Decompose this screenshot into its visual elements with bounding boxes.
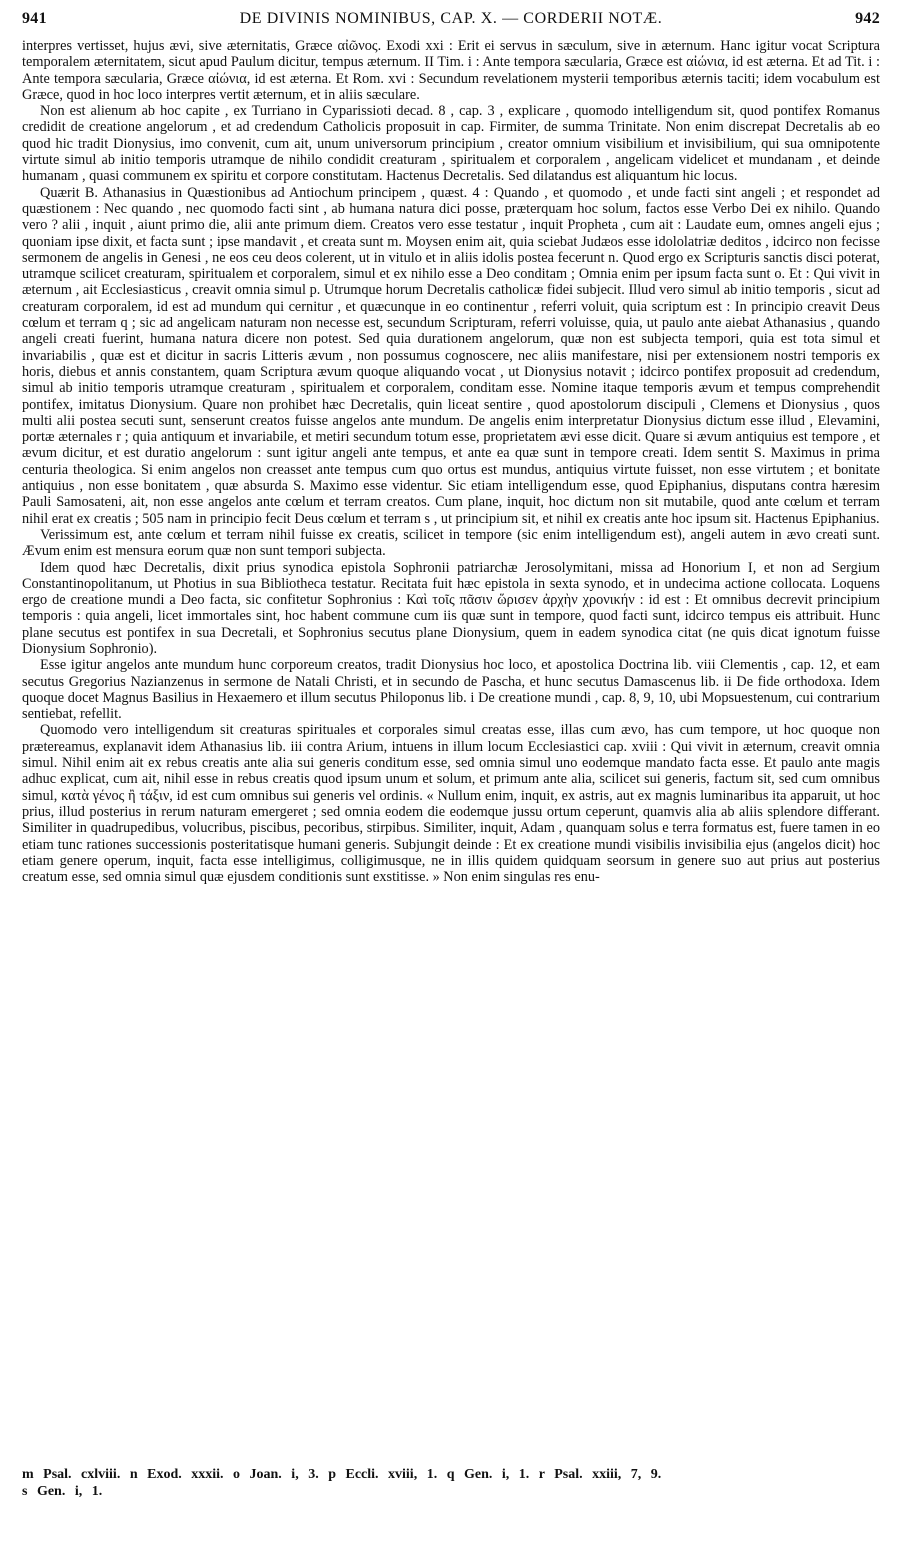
footnote-line: m Psal. cxlviii. n Exod. xxxii. o Joan. i, 3. p Eccli. xviii, 1. q Gen. i, 1. r Psal. xxiii, 7, 9.	[22, 1467, 662, 1482]
paragraph: Idem quod hæc Decretalis, dixit prius synodica epistola Sophronii patriarchæ Jerosolymitani, missa ad Honorium I, et non ad Sergium Constantinopolitanum, ut Photius in sua Bibliotheca testatur. Recitata fuit hæc epistola in sexta synodo, et in undecima actione collocata. Loquens ergo de creatione mundi a Deo facta, sic confitetur Sophronius : Καὶ τοῖς πᾶσιν ὥρισεν ἀρχὴν χρονικήν : id est : Et omnibus decrevit principium temporis : quia angeli, licet immortales sint, hoc habent commune cum iis quæ sunt in tempore, quod facti sunt, idcirco tempus eis attribuit. Hunc plane secutus est pontifex in sua Decretali, et Sophronius secutus plane Dionysium, quem in eadem synodica citat (ne quis dicat ignotum fuisse Dionysium Sophronio).	[22, 559, 880, 657]
paragraph: Quomodo vero intelligendum sit creaturas spirituales et corporales simul creatas esse, illas cum ævo, has cum tempore, ut hoc quoque non prætereamus, explanavit idem Athanasius lib. iii contra Arium, intuens in illum locum Ecclesiastici cap. xviii : Qui vivit in æternum, creavit omnia simul. Nihil enim ait ex rebus creatis ante alia sui generis conditum esse, sed omnia simul uno eodemque mandato facta esse. Et paulo ante magis adhuc explicat, cum ait, nihil esse in rebus creatis quod ipsum unum et solum, et primum ante alia, scilicet sui generis, factum sit, sed cum omnibus simul, κατὰ γένος ἢ τάξιν, id est cum omnibus sui generis vel ordinis. « Nullum enim, inquit, ex astris, aut ex magnis luminaribus ita apparuit, ut hoc prius, illud posterius in rerum naturam emergeret ; sed omnia eodem die eodemque jussu ortum ceperunt, quamvis alia ab aliis splendore differant. Similiter in quadrupedibus, volucribus, piscibus, pecoribus, stirpibus. Similiter, inquit, Adam , quanquam solus e terra formatus est, fuere tamen in eo etiam tunc rationes successionis posteritatisque humani generis. Subjungit deinde : Et ex creatione mundi visibilis invisibilia ejus (angelos dicit) hoc etiam genere operum, inquit, facta esse intelligimus, colligimusque, ne in illis quidem quidquam seorsum in genere suo aut prius aut posterius creatum esse, sed omnia simul quæ ejusdem conditionis sunt exstitisse. » Non enim singulas res enu-	[22, 722, 880, 886]
running-title: DE DIVINIS NOMINIBUS, CAP. X. — CORDERII NOTÆ.	[239, 10, 663, 27]
paragraph: interpres vertisset, hujus ævi, sive æternitatis, Græce αἰῶνος. Exodi xxi : Erit ei servus in sæculum, sive in æternum. Hanc igitur vocat Scriptura temporalem æternitatem, sicut apud Paulum dicitur, tempus æternum. II Tim. i : Ante tempora sæcularia, Græce est αἰώνια, id est æterna. Et ad Tit. i : Ante tempora sæcularia, Græce αἰώνια, id est æterna. Et Rom. xvi : Secundum revelationem mysterii temporibus æternis taciti; idem vocabulum est Græce, quod in hoc loco interpres vertit æternum, et in aliis sæculare.	[22, 38, 880, 103]
running-head	[22, 10, 880, 38]
paragraph: Esse igitur angelos ante mundum hunc corporeum creatos, tradit Dionysius hoc loco, et apostolica Doctrina lib. viii Clementis , cap. 12, et eam secutus Gregorius Nazianzenus in sermone de Natali Christi, et in secundo de Pascha, et hunc secutus Damascenus lib. ii De fide orthodoxa. Idem quoque docet Magnus Basilius in Hexaemero et illum secutus Philoponus lib. i De creatione mundi , cap. 8, 9, 10, ubi Mopsuestenum, cui contrarium sentiebat, refellit.	[22, 657, 880, 723]
paragraph: Non est alienum ab hoc capite , ex Turriano in Cyparissioti decad. 8 , cap. 3 , explicare , quomodo intelligendum sit, quod pontifex Romanus credidit de creatione angelorum , et ad credendum Catholicis proposuit in cap. Firmiter, de summa Trinitate. Non enim discrepat Decretalis ab eo quod hic tradit Dionysius, imo convenit, cum ait, unum universorum principium , creator omnium visibilium et invisibilium, qui sua omnipotente virtute simul ab initio temporis utramque de nihilo condidit creaturam , spiritualem et corporalem , angelicam videlicet et mundanam , et deinde humanam , quasi communem ex spiritu et corpore constitutam. Hactenus Decretalis. Sed dilatandus est aliquantum hic locus.	[22, 103, 880, 185]
body-text	[22, 38, 880, 885]
page-number-left: 941	[22, 10, 47, 27]
paragraph: Quærit B. Athanasius in Quæstionibus ad Antiochum principem , quæst. 4 : Quando , et quomodo , et unde facti sint angeli ; et respondet ad quæstionem : Nec quando , nec quomodo facti sint , ab humana natura dici posse, præterquam hoc solum, factos esse Verbo Dei ex nihilo. Quando vero ? alii , inquit , aiunt primo die, alii ante primum diem. Creatos vero esse testatur , inquit Propheta , cum ait : Laudate eum, omnes angeli ejus ; quoniam ipse dixit, et facta sunt ; ipse mandavit , et creata sunt m. Moysen enim ait, quia sciebat Judæos esse idololatriæ deditos , idcirco non fecisse sermonem de angelis in Genesi , ne eos ceu deos colerent, ut in vitulo et in aliis idolis postea fecerunt n. Quod ergo ex Scripturis sanctis disci poterat, utramque scilicet creaturam, spiritualem et corporalem, simul et ex nihilo esse a Deo conditam ; Omnia enim per ipsum facta sunt o. Et : Qui vivit in æternum , ait Ecclesiasticus , creavit omnia simul p. Utrumque horum Decretalis catholicæ fidei subjecit. Illud vero simul ab initio temporis , sicut ad creaturam corporalem, id est ad mundum qui cernitur , et quæcunque in eo continentur , referri voluit, quia scriptum est : In principio creavit Deus cœlum et terram q ; sic ad angelicam naturam non necesse est, secundum Scripturam, referri voluisse, quia, ut paulo ante aiebat Athanasius , quando angeli creati fuerint, humana natura dicere non potest. Sed quia durationem angelorum, quæ non est subjecta tempori, quia est tota simul et invariabilis , quæ est et dicitur in sacris Litteris ævum , non possumus cognoscere, nec aliis manifestare, nisi per extensionem nostri temporis ex horis, diebus et annis constantem, quam Scriptura ævum quoque aliquando vocat , ut Dionysius notavit ; idcirco pontifex proposuit ad credendum, simul ab initio temporis utramque creaturam , spiritualem et corporalem, conditam esse. Nomine itaque temporis ævum et tempus comprehendit pontifex, imitatus Dionysium. Quare non prohibet hæc Decretalis, quin liceat sentire , quod apostolorum discipuli , Clemens et Dionysius , quos multi alii postea secuti sunt, senserunt creatos fuisse angelos ante mundum. De angelis enim interpretatur Dionysius dictum esse illud , Elevamini, portæ æternales r ; quia antiquum et invariabile, et metiri secundum totum esse, proprietatem ævi esse dicit. Quare si ævum antiquius est tempore , et ævum dicitur, et est duratio angelorum : sunt igitur angeli ante tempus, et ante ea quæ sunt in tempore creati. Idem sentit S. Maximus in prima centuria theologica. Si enim angelos non creasset ante tempus cum quo ortus est mundus, antiquius virtute fuisset, non esse virtutem ; et bonitate antiquius , non esse bonitatem , quæ absurda S. Maximo esse videntur. Sic etiam intelligendum esse, quod Epiphanius, disputans contra hæresim Pauli Samosateni, ait, non esse angelos ante cœlum et terram creatos. Cum plane, inquit, hoc dictum non sit mutabile, quod ante cœlum et terram nihil erat ex creatis ; 505 nam in principio fecit Deus cœlum et terram s , ut principium sit, et nihil ex creatis ante hoc ipsum sit. Hactenus Epiphanius.	[22, 184, 880, 527]
footnote-line: s Gen. i, 1.	[22, 1484, 103, 1499]
footnotes	[22, 1466, 880, 1500]
page-number-right: 942	[855, 10, 880, 27]
paragraph: Verissimum est, ante cœlum et terram nihil fuisse ex creatis, scilicet in tempore (sic enim intelligendum est), angeli autem in ævo creati sunt. Ævum enim est mensura eorum quæ non sunt tempori subjecta.	[22, 526, 880, 560]
